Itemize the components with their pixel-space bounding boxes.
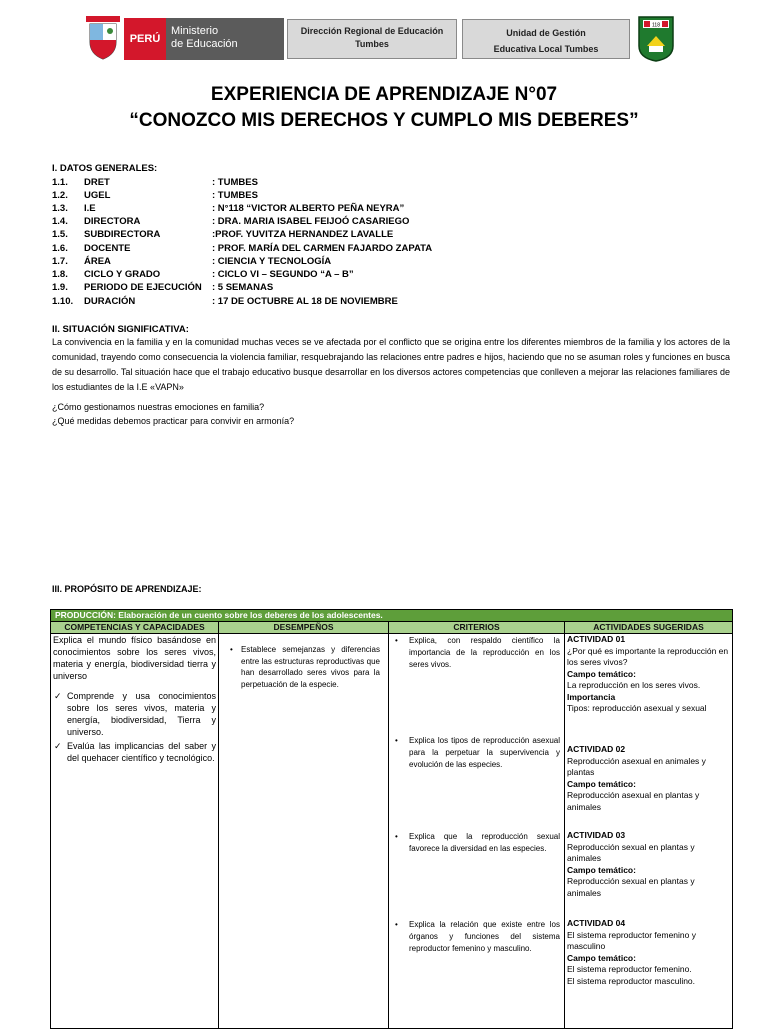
actividad-block: ACTIVIDAD 04 El sistema reproductor femenino y masculino Campo temático: El sistema reproductor femenino. El sistema reproductor masculino. (567, 918, 696, 986)
datos-generales-heading: I. DATOS GENERALES: (52, 163, 158, 174)
capacidad-item: ✓ Comprende y usa conocimientos sobre los seres vivos, materia y energía, biodiversidad, Tierra y universo. (54, 691, 216, 737)
dre-tumbes-box: Dirección Regional de Educación Tumbes (287, 19, 457, 59)
competencias-cell (51, 634, 219, 1029)
situacion-paragraph: La convivencia en la familia y en la comunidad muchas veces se ve afectada por el conflicto que se origina entre los diferentes miembros de la familia y los actores de la comunidad, trayendo como consecuencia la violencia familiar, resquebrajando las relaciones entre padres e hijos, haciendo que no se asuman roles y funciones en busca de su desarrollo. Tal situación hace que el trabajo educativo busque desarrollar en los diversos actores competencias que conlleven a mejorar las relaciones familiares de los estudiantes de la I.E «VAPN» (52, 337, 730, 392)
bullet-icon: • (395, 736, 398, 745)
bullet-icon: • (395, 636, 398, 645)
checkmark-icon: ✓ (54, 691, 62, 701)
ugel-school-logo-icon (638, 16, 674, 62)
capacidad-item: ✓ Evalúa las implicancias del saber y del quehacer científico y tecnológico. (54, 741, 216, 763)
desempeno-item: • Establece semejanzas y diferencias entre las estructuras reproductivas que han desarrollado seres vivos para la perpetuación de la especie. (230, 645, 380, 689)
peru-coat-of-arms-icon (86, 16, 120, 60)
desempenos-cell (219, 634, 389, 1029)
bullet-icon: • (395, 832, 398, 841)
criterios-cell (389, 634, 565, 1029)
criterio-item: • Explica los tipos de reproducción asexual para la perpetuar la supervivencia y evolución de las especies. (395, 736, 560, 769)
actividades-cell (565, 634, 733, 1029)
question-2: ¿Qué medidas debemos practicar para convivir en armonía? (52, 416, 295, 426)
criterio-item: • Explica que la reproducción sexual favorece la diversidad en las especies. (395, 832, 560, 853)
ministry-label: Ministerio de Educación (166, 18, 284, 60)
bullet-icon: • (395, 920, 398, 929)
actividad-block: ACTIVIDAD 01 ¿Por qué es importante la reproducción en los seres vivos? Campo temático: La reproducción en los seres vivos. Importancia Tipos: reproducción asexual y sexual (567, 634, 729, 713)
ugel-tumbes-box: Unidad de Gestión Educativa Local Tumbes (462, 19, 630, 59)
question-1: ¿Cómo gestionamos nuestras emociones en familia? (52, 402, 265, 412)
col-header-actividades: ACTIVIDADES SUGERIDAS (565, 622, 733, 634)
bullet-icon: • (230, 645, 233, 654)
produccion-bar: PRODUCCIÓN: Elaboración de un cuento sobre los deberes de los adolescentes. (51, 610, 733, 622)
actividad-block: ACTIVIDAD 02 Reproducción asexual en animales y plantas Campo temático: Reproducción asexual en plantas y animales (567, 744, 706, 812)
proposito-table (50, 609, 733, 1029)
ugel-badge-number: 118 (652, 22, 660, 29)
document-subtitle: “CONOZCO MIS DERECHOS Y CUMPLO MIS DEBERES” (129, 110, 639, 131)
criterio-item: • Explica, con respaldo científico la importancia de la reproducción en los seres vivos. (395, 636, 560, 669)
proposito-heading: III. PROPÓSITO DE APRENDIZAJE: (52, 584, 202, 594)
criterio-item: • Explica la relación que existe entre los órganos y funciones del sistema reproductor femenino y masculino. (395, 920, 560, 953)
checkmark-icon: ✓ (54, 741, 62, 751)
col-header-competencias: COMPETENCIAS Y CAPACIDADES (51, 622, 219, 634)
competencia-text: Explica el mundo físico basándose en conocimientos sobre los seres vivos, materia y energía, biodiversidad tierra y universo (53, 635, 216, 681)
col-header-criterios: CRITERIOS (389, 622, 565, 634)
situacion-heading: II. SITUACIÓN SIGNIFICATIVA: (52, 324, 189, 335)
col-header-desempenos: DESEMPEÑOS (219, 622, 389, 634)
document-title: EXPERIENCIA DE APRENDIZAJE N°07 (210, 84, 558, 105)
actividad-block: ACTIVIDAD 03 Reproducción sexual en plantas y animales Campo temático: Reproducción sexual en plantas y animales (567, 830, 695, 898)
peru-label: PERÚ (124, 18, 166, 60)
